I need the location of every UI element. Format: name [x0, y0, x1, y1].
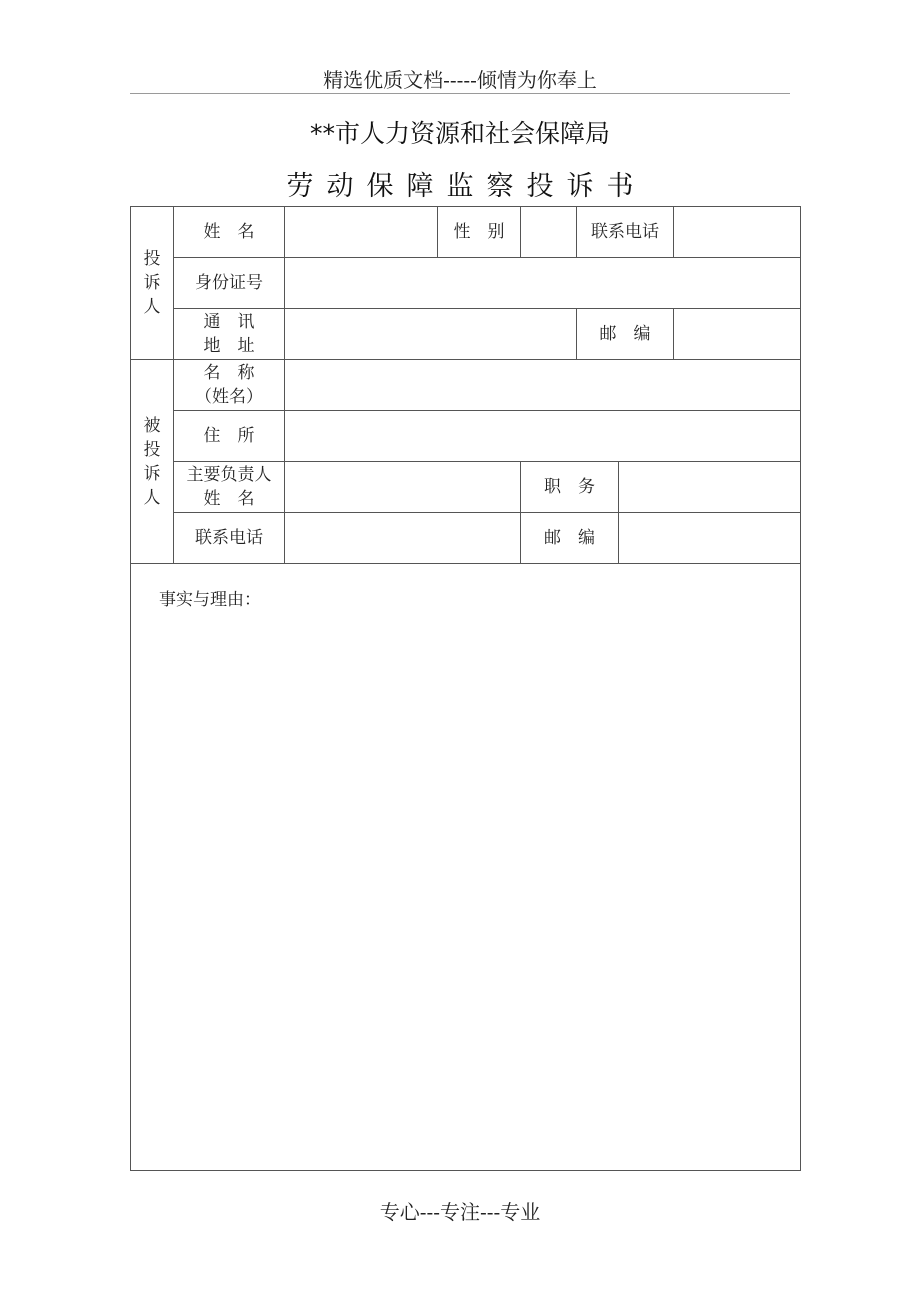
facts-field[interactable] [131, 564, 801, 1171]
complainant-address-field[interactable] [285, 309, 577, 360]
complainant-gender-label: 性 别 [438, 207, 521, 258]
complainant-row-id [131, 258, 801, 309]
complainant-address-label: 通 讯 地 址 [174, 309, 285, 360]
respondent-phone-label: 联系电话 [174, 513, 285, 564]
respondent-leader-label: 主要负责人 姓 名 [174, 462, 285, 513]
complainant-phone-label: 联系电话 [577, 207, 674, 258]
respondent-residence-label: 住 所 [174, 411, 285, 462]
page-footer: 专心---专注---专业 [379, 1200, 541, 1224]
complainant-id-field[interactable] [285, 258, 801, 309]
respondent-postcode-label: 邮 编 [521, 513, 619, 564]
complainant-phone-field[interactable] [674, 207, 801, 258]
complainant-name-field[interactable] [285, 207, 438, 258]
respondent-row-name [131, 360, 801, 411]
complainant-postcode-label: 邮 编 [577, 309, 674, 360]
respondent-name-field[interactable] [285, 360, 801, 411]
complainant-group-label: 投 诉 人 [131, 207, 174, 360]
complainant-id-label: 身份证号 [174, 258, 285, 309]
complainant-postcode-field[interactable] [674, 309, 801, 360]
respondent-row-residence [131, 411, 801, 462]
complainant-name-label: 姓 名 [174, 207, 285, 258]
complaint-form-table [130, 206, 801, 1171]
respondent-row-leader [131, 462, 801, 513]
complainant-row-address [131, 309, 801, 360]
respondent-leader-field[interactable] [285, 462, 521, 513]
respondent-name-label: 名 称 （姓名） [174, 360, 285, 411]
header-divider [130, 93, 790, 94]
page-header: 精选优质文档-----倾情为你奉上 [323, 68, 597, 92]
agency-title: **市人力资源和社会保障局 [309, 119, 610, 148]
form-title: 劳动保障监察投诉书 [286, 171, 647, 202]
complainant-gender-field[interactable] [521, 207, 577, 258]
respondent-position-field[interactable] [619, 462, 801, 513]
facts-row [131, 564, 801, 1171]
respondent-postcode-field[interactable] [619, 513, 801, 564]
respondent-position-label: 职 务 [521, 462, 619, 513]
facts-label: 事实与理由： [159, 590, 261, 610]
complainant-row-name [131, 207, 801, 258]
respondent-group-label: 被 投 诉 人 [131, 360, 174, 564]
respondent-phone-field[interactable] [285, 513, 521, 564]
respondent-residence-field[interactable] [285, 411, 801, 462]
respondent-row-phone [131, 513, 801, 564]
